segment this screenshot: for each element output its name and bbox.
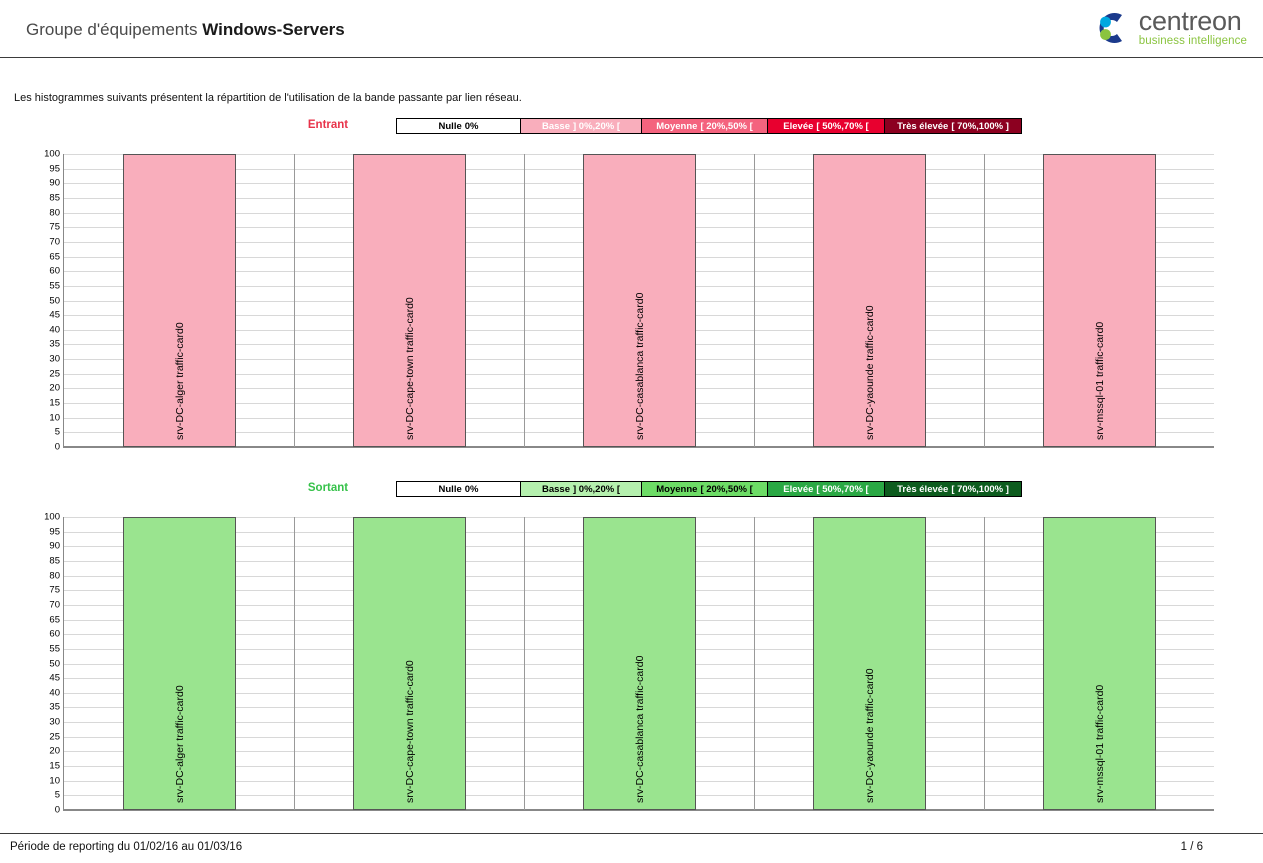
bar: srv-DC-yaounde traffic-card0	[813, 154, 926, 447]
y-axis-tick-label: 20	[49, 382, 60, 394]
category-separator	[294, 154, 295, 447]
intro-text: Les histogrammes suivants présentent la répartition de l'utilisation de la bande passante par lien réseau.	[14, 92, 522, 104]
legend-cell-basse-out: Basse ] 0%,20% [	[521, 482, 642, 496]
y-axis-tick-label: 85	[49, 555, 60, 567]
legend-cell-moyenne: Moyenne [ 20%,50% [	[642, 119, 768, 133]
y-axis-tick-label: 0	[54, 441, 60, 453]
bar: srv-DC-yaounde traffic-card0	[813, 517, 926, 810]
y-axis-tick-label: 55	[49, 643, 60, 655]
category-separator	[984, 517, 985, 810]
page-number: 1 / 6	[1180, 841, 1203, 853]
y-axis-tick-label: 80	[49, 207, 60, 219]
reporting-period: Période de reporting du 01/02/16 au 01/03/16	[10, 841, 243, 853]
centreon-logo-text	[1139, 8, 1247, 48]
category-separator	[754, 154, 755, 447]
bar: srv-DC-casablanca traffic-card0	[583, 517, 696, 810]
y-axis-tick-label: 70	[49, 236, 60, 248]
logo-tagline: business intelligence	[1138, 35, 1247, 47]
category-separator	[524, 517, 525, 810]
bar: srv-DC-alger traffic-card0	[123, 154, 236, 447]
y-axis-tick-label: 65	[49, 614, 60, 626]
y-axis-tick-label: 10	[49, 775, 60, 787]
y-axis-tick-label: 15	[49, 397, 60, 409]
page-title	[26, 20, 345, 40]
bar: srv-DC-cape-town traffic-card0	[353, 154, 466, 447]
y-axis-tick-label: 60	[49, 265, 60, 277]
y-axis-tick-label: 100	[44, 148, 60, 160]
legend-cell-elevee: Elevée [ 50%,70% [	[768, 119, 885, 133]
chart-entrant	[44, 148, 1214, 453]
legend-inbound-title: Entrant	[307, 119, 349, 131]
legend-outbound	[0, 481, 1263, 497]
bar: srv-DC-casablanca traffic-card0	[583, 154, 696, 447]
legend-cell-basse: Basse ] 0%,20% [	[521, 119, 642, 133]
legend-inbound-scale	[396, 118, 1022, 134]
y-axis-tick-label: 45	[49, 672, 60, 684]
centreon-logo	[1093, 8, 1247, 48]
legend-outbound-title: Sortant	[307, 482, 349, 494]
bar: srv-mssql-01 traffic-card0	[1043, 517, 1156, 810]
y-axis-tick-label: 95	[49, 163, 60, 175]
y-axis-tick-label: 45	[49, 309, 60, 321]
y-axis-tick-label: 90	[49, 177, 60, 189]
legend-cell-moyenne-out: Moyenne [ 20%,50% [	[642, 482, 768, 496]
y-axis-tick-label: 5	[54, 426, 60, 438]
y-axis-tick-label: 90	[49, 540, 60, 552]
y-axis-tick-label: 25	[49, 368, 60, 380]
y-axis-tick-label: 75	[49, 221, 60, 233]
plot-area	[64, 517, 1214, 810]
y-axis-tick-label: 15	[49, 760, 60, 772]
y-axis-tick-label: 40	[49, 324, 60, 336]
page-title-group: Windows-Servers	[202, 20, 345, 39]
y-axis-tick-label: 35	[49, 701, 60, 713]
y-axis-tick-label: 30	[49, 716, 60, 728]
y-axis-tick-label: 50	[49, 295, 60, 306]
y-axis-tick-label: 10	[49, 412, 60, 424]
legend-cell-elevee-out: Elevée [ 50%,70% [	[768, 482, 885, 496]
y-axis-tick-label: 35	[49, 338, 60, 350]
logo-brand: centreon	[1138, 6, 1242, 36]
legend-outbound-scale	[396, 481, 1022, 497]
category-separator	[294, 517, 295, 810]
y-axis-tick-label: 70	[49, 599, 60, 611]
page-header	[0, 0, 1263, 58]
y-axis-tick-label: 20	[49, 745, 60, 757]
y-axis-tick-label: 50	[49, 658, 60, 669]
y-axis-tick-label: 65	[49, 251, 60, 263]
legend-inbound	[0, 118, 1263, 134]
y-axis-tick-label: 0	[54, 804, 60, 816]
centreon-logo-icon	[1093, 9, 1131, 47]
category-separator	[524, 154, 525, 447]
y-axis-tick-label: 60	[49, 628, 60, 640]
bar: srv-DC-cape-town traffic-card0	[353, 517, 466, 810]
y-axis-tick-label: 75	[49, 584, 60, 596]
page-footer	[0, 833, 1263, 863]
bar: srv-DC-alger traffic-card0	[123, 517, 236, 810]
plot-area	[64, 154, 1214, 447]
y-axis-tick-label: 55	[49, 280, 60, 292]
page-title-prefix: Groupe d'équipements	[26, 20, 198, 39]
chart-sortant	[44, 511, 1214, 816]
y-axis-tick-label: 85	[49, 192, 60, 204]
y-axis-tick-label: 80	[49, 570, 60, 582]
bar: srv-mssql-01 traffic-card0	[1043, 154, 1156, 447]
legend-cell-tres-elevee-out: Très élevée [ 70%,100% ]	[885, 482, 1021, 496]
category-separator	[754, 517, 755, 810]
y-axis-tick-label: 5	[54, 789, 60, 801]
y-axis-tick-label: 25	[49, 731, 60, 743]
y-axis-tick-label: 95	[49, 526, 60, 538]
y-axis-tick-label: 30	[49, 353, 60, 365]
y-axis-tick-label: 100	[44, 511, 60, 523]
legend-cell-nulle: Nulle 0%	[397, 119, 521, 133]
y-axis-tick-label: 40	[49, 687, 60, 699]
legend-cell-tres-elevee: Très élevée [ 70%,100% ]	[885, 119, 1021, 133]
category-separator	[984, 154, 985, 447]
legend-cell-nulle-out: Nulle 0%	[397, 482, 521, 496]
